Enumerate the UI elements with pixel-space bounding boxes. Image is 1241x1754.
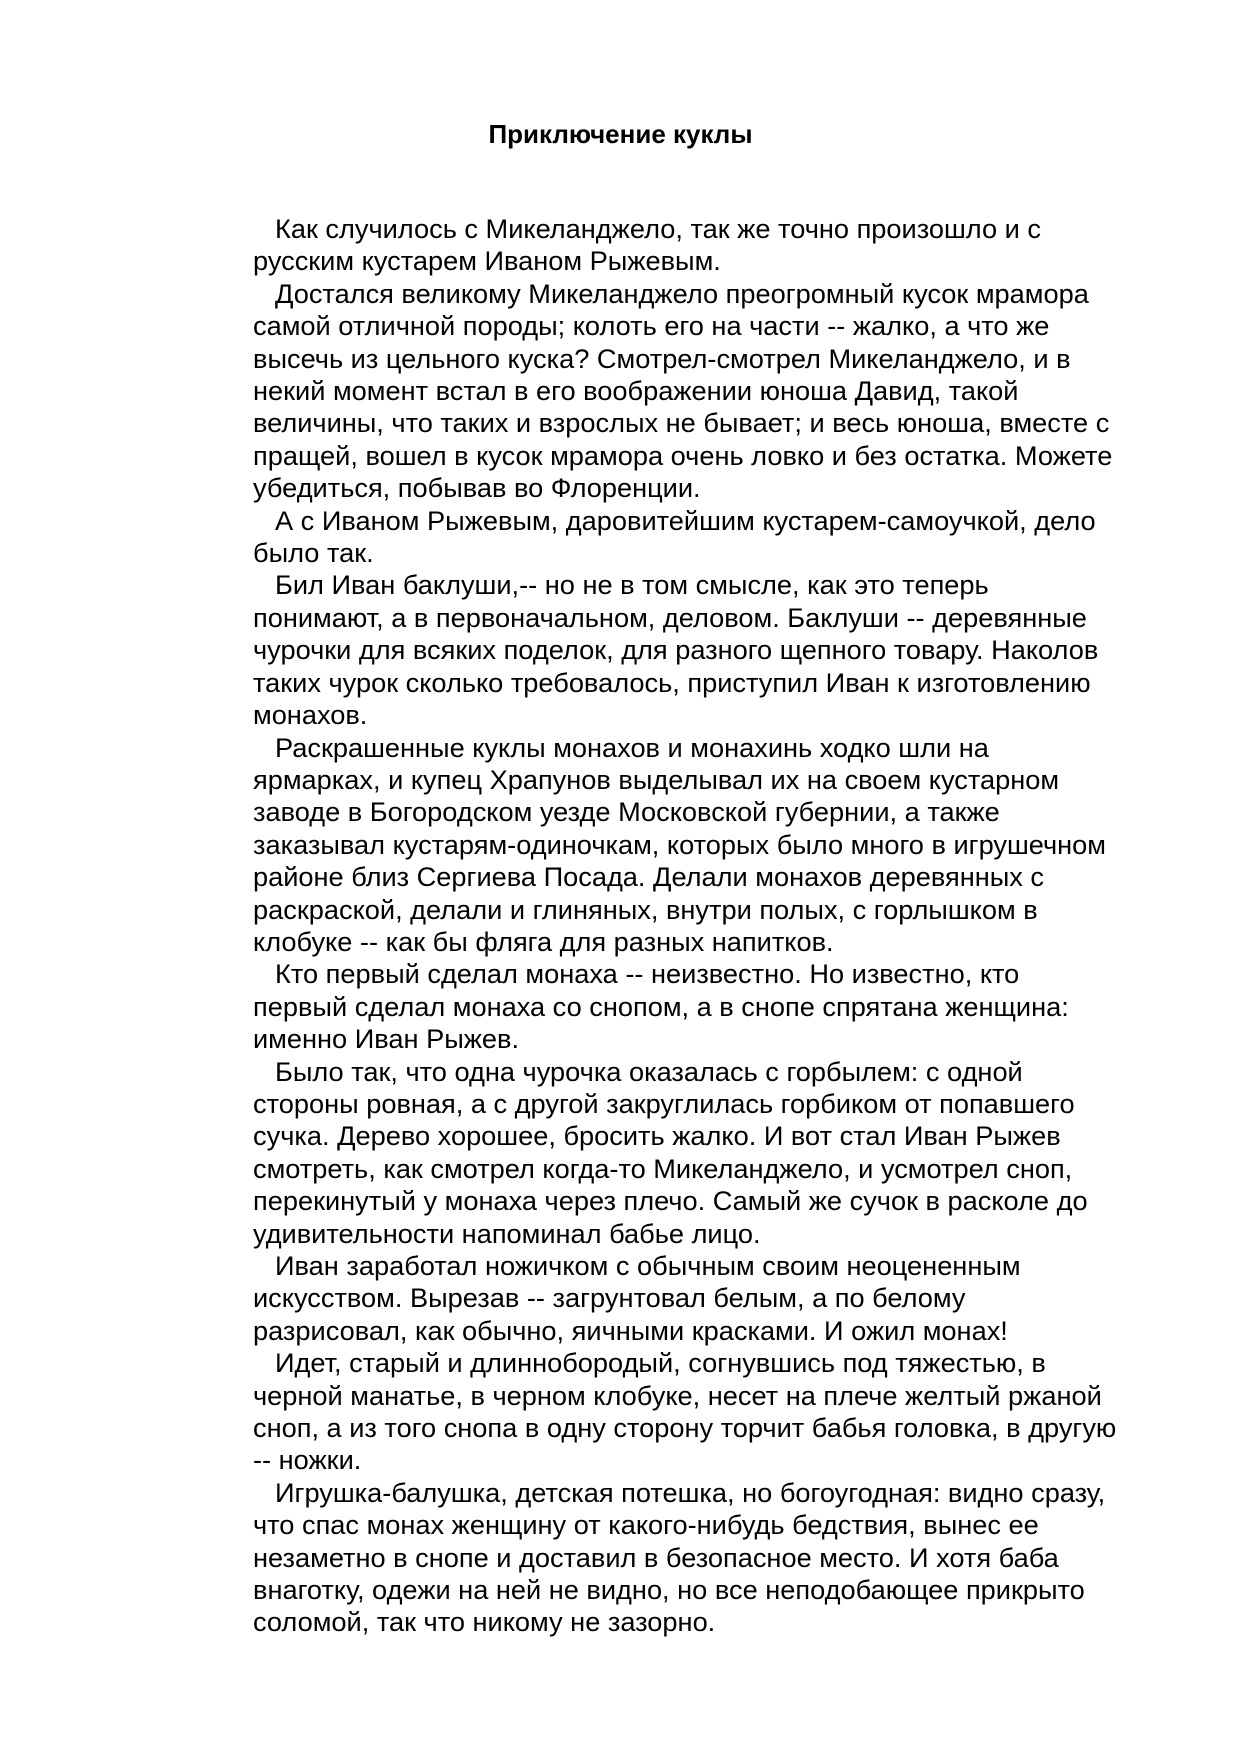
document-title: Приключение куклы [488, 119, 753, 149]
text-line: -- ножки. [253, 1444, 362, 1476]
paragraph [253, 278, 1153, 505]
text-line: Было так, что одна чурочка оказалась с горбылем: с одной [275, 1055, 1023, 1087]
text-line: районе близ Сергиева Посада. Делали монахов деревянных с [253, 861, 1044, 893]
text-line: первый сделал монаха со снопом, а в снопе спрятана женщина: [253, 990, 1069, 1022]
text-line: пращей, вошел в кусок мрамора очень ловко и без остатка. Можете [253, 439, 1113, 471]
text-line: разрисовал, как обычно, яичными красками. И ожил монах! [253, 1314, 1008, 1346]
text-line: понимают, а в первоначальном, деловом. Баклуши -- деревянные [253, 601, 1087, 633]
text-line: чурочки для всяких поделок, для разного щепного товару. Наколов [253, 634, 1099, 666]
text-line: заводе в Богородском уезде Московской губернии, а также [253, 796, 1000, 828]
text-line: Кто первый сделал монаха -- неизвестно. Но известно, кто [275, 958, 1020, 990]
text-line: стороны ровная, а с другой закруглилась горбиком от попавшего [253, 1087, 1075, 1119]
paragraph [253, 1056, 1153, 1250]
text-line: таких чурок сколько требовалось, приступил Иван к изготовлению [253, 666, 1091, 698]
text-line: Иван заработал ножичком с обычным своим неоцененным [275, 1250, 1021, 1281]
text-line: Как случилось с Микеланджело, так же точно произошло и с [275, 213, 1041, 244]
text-line: высечь из цельного куска? Смотрел-смотрел Микеланджело, и в [253, 342, 1071, 374]
paragraph [253, 505, 1153, 570]
text-line: было так. [253, 537, 374, 569]
text-line: Идет, старый и длиннобородый, согнувшись под тяжестью, в [275, 1347, 1046, 1379]
text-line: клобуке -- как бы фляга для разных напитков. [253, 925, 834, 957]
text-line: удивительности напоминал бабье лицо. [253, 1217, 761, 1249]
paragraph [253, 1250, 1153, 1347]
text-line: искусством. Вырезав -- загрунтовал белым, а по белому [253, 1282, 966, 1314]
text-line: сноп, а из того снопа в одну сторону торчит бабья головка, в другую [253, 1412, 1117, 1444]
text-line: величины, что таких и взрослых не бывает; и весь юноша, вместе с [253, 407, 1110, 439]
text-line: монахов. [253, 699, 368, 731]
text-line: заказывал кустарям-одиночкам, которых было много в игрушечном [253, 828, 1106, 860]
text-line: русским кустарем Иваном Рыжевым. [253, 245, 721, 277]
text-line: Бил Иван баклуши,-- но не в том смысле, как это теперь [275, 569, 989, 601]
text-line: Раскрашенные куклы монахов и монахинь ходко шли на [275, 731, 989, 763]
paragraph [253, 1347, 1153, 1477]
text-line: незаметно в снопе и доставил в безопасное место. И хотя баба [253, 1541, 1059, 1573]
text-line: раскраской, делали и глиняных, внутри полых, с горлышком в [253, 893, 1038, 925]
text-line: самой отличной породы; колоть его на части -- жалко, а что же [253, 310, 1050, 342]
text-line: черной манатье, в черном клобуке, несет на плече желтый ржаной [253, 1379, 1102, 1411]
text-line: перекинутый у монаха через плечо. Самый же сучок в расколе до [253, 1185, 1088, 1217]
text-line: убедиться, побывав во Флоренции. [253, 472, 701, 504]
paragraph [253, 1477, 1153, 1639]
paragraph [253, 569, 1153, 731]
paragraph [253, 732, 1153, 959]
text-line: именно Иван Рыжев. [253, 1023, 520, 1055]
text-line: смотреть, как смотрел когда-то Микеланджело, и усмотрел сноп, [253, 1152, 1073, 1184]
paragraph [253, 958, 1153, 1055]
text-line: Игрушка-балушка, детская потешка, но богоугодная: видно сразу, [275, 1476, 1106, 1508]
document-body [253, 213, 1153, 1639]
text-line: внаготку, одежи на ней не видно, но все неподобающее прикрыто [253, 1574, 1085, 1606]
paragraph [253, 213, 1153, 278]
text-line: что спас монах женщину от какого-нибудь бедствия, вынес ее [253, 1509, 1039, 1541]
text-line: соломой, так что никому не зазорно. [253, 1606, 716, 1638]
text-line: Достался великому Микеланджело преогромный кусок мрамора [275, 277, 1089, 309]
text-line: ярмарках, и купец Храпунов выделывал их на своем кустарном [253, 763, 1060, 795]
text-line: А с Иваном Рыжевым, даровитейшим кустарем-самоучкой, дело [275, 504, 1096, 536]
text-line: сучка. Дерево хорошее, бросить жалко. И вот стал Иван Рыжев [253, 1120, 1061, 1152]
text-line: некий момент встал в его воображении юноша Давид, такой [253, 375, 1019, 407]
